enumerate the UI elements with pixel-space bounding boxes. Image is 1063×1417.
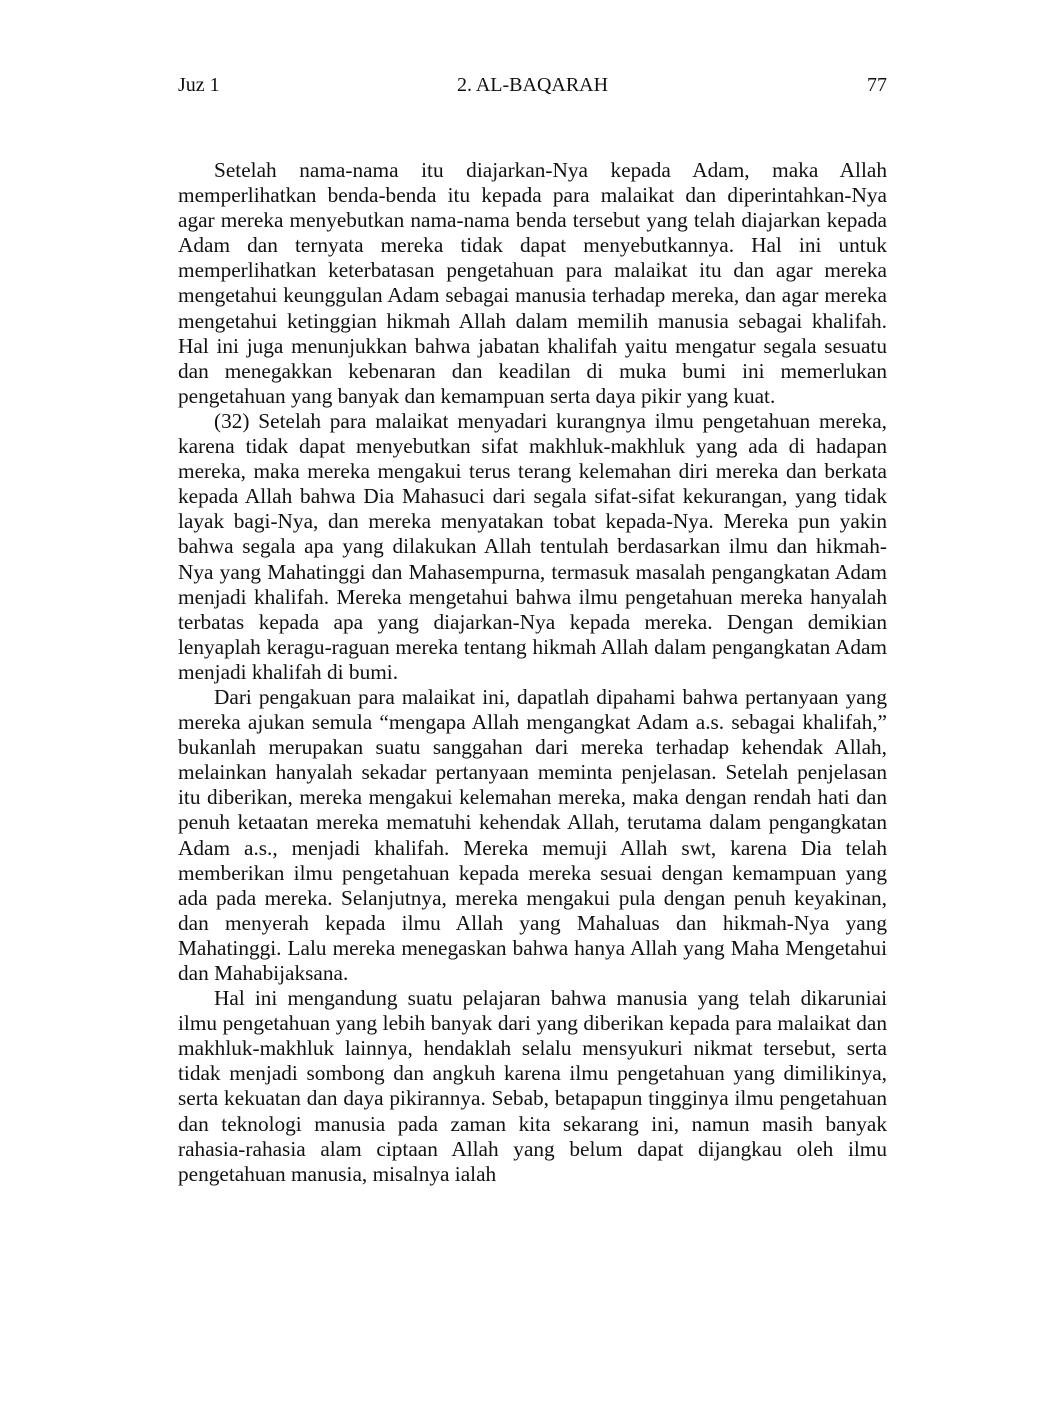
paragraph-2: (32) Setelah para malaikat menyadari kurangnya ilmu pengetahuan mereka, karena tidak dapat menyebutkan sifat makhluk-makhluk yang ada di hadapan mereka, maka mereka mengakui terus terang kelemahan diri mereka dan berkata kepada Allah bahwa Dia Mahasuci dari segala sifat-sifat kekurangan, yang tidak layak bagi-Nya, dan mereka menyatakan tobat kepada-Nya. Mereka pun yakin bahwa segala apa yang dilakukan Allah tentulah berdasarkan ilmu dan hikmah-Nya yang Mahatinggi dan Mahasempurna, termasuk masalah pengangkatan Adam menjadi khalifah. Mereka mengetahui bahwa ilmu pengetahuan mereka hanyalah terbatas kepada apa yang diajarkan-Nya kepada mereka. Dengan demikian lenyaplah keragu-raguan mereka tentang hikmah Allah dalam pengangkatan Adam menjadi khalifah di bumi. — [178, 408, 887, 684]
body-text — [178, 158, 887, 1187]
paragraph-4: Hal ini mengandung suatu pelajaran bahwa manusia yang telah dikaruniai ilmu pengetahuan yang lebih banyak dari yang diberikan kepada para malaikat dan makhluk-makhluk lainnya, hendaklah selalu mensyukuri nikmat tersebut, serta tidak menjadi sombong dan angkuh karena ilmu pengetahuan yang dimilikinya, serta kekuatan dan daya pikirannya. Sebab, betapapun tingginya ilmu pengetahuan dan teknologi manusia pada zaman kita sekarang ini, namun masih banyak rahasia-rahasia alam ciptaan Allah yang belum dapat dijangkau oleh ilmu pengetahuan manusia, misalnya ialah — [178, 986, 887, 1186]
running-header — [178, 72, 887, 98]
page-number: 77 — [867, 74, 887, 96]
paragraph-1: Setelah nama-nama itu diajarkan-Nya kepada Adam, maka Allah memperlihatkan benda-benda itu kepada para malaikat dan diperintahkan-Nya agar mereka menyebutkan nama-nama benda tersebut yang telah diajarkan kepada Adam dan ternyata mereka tidak dapat menyebutkannya. Hal ini untuk memperlihatkan keterbatasan pengetahuan para malaikat itu dan agar mereka mengetahui keunggulan Adam sebagai manusia terhadap mereka, dan agar mereka mengetahui ketinggian hikmah Allah dalam memilih manusia sebagai khalifah. Hal ini juga menunjukkan bahwa jabatan khalifah yaitu mengatur segala sesuatu dan menegakkan kebenaran dan keadilan di muka bumi ini memerlukan pengetahuan yang banyak dan kemampuan serta daya pikir yang kuat. — [178, 158, 887, 408]
surah-title: 2. AL-BAQARAH — [456, 74, 609, 96]
juz-label: Juz 1 — [178, 74, 220, 96]
paragraph-3: Dari pengakuan para malaikat ini, dapatlah dipahami bahwa pertanyaan yang mereka ajukan semula “mengapa Allah mengangkat Adam a.s. sebagai khalifah,” bukanlah merupakan suatu sanggahan dari mereka terhadap kehendak Allah, melainkan hanyalah sekadar pertanyaan meminta penjelasan. Setelah penjelasan itu diberikan, mereka mengakui kelemahan mereka, maka dengan rendah hati dan penuh ketaatan mereka mematuhi kehendak Allah, terutama dalam pengangkatan Adam a.s., menjadi khalifah. Mereka memuji Allah swt, karena Dia telah memberikan ilmu pengetahuan kepada mereka sesuai dengan kemampuan yang ada pada mereka. Selanjutnya, mereka mengakui pula dengan penuh keyakinan, dan menyerah kepada ilmu Allah yang Mahaluas dan hikmah-Nya yang Mahatinggi. Lalu mereka menegaskan bahwa hanya Allah yang Maha Mengetahui dan Mahabijaksana. — [178, 684, 887, 985]
